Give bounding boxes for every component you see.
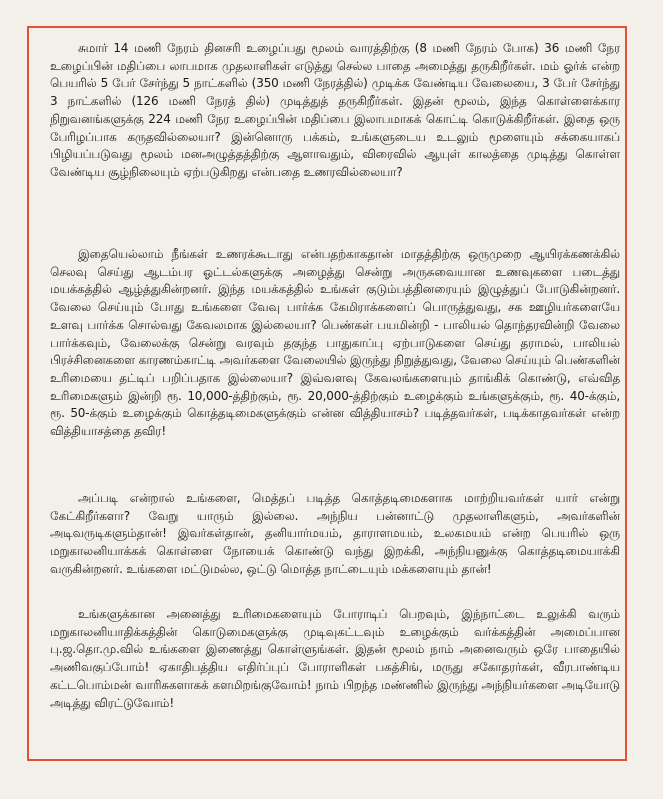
paragraph-3: அப்படி என்றால் உங்களை, மெத்தப் படித்த கொத்தடிமைகளாக மாற்றியவர்கள் யார் என்று கேட்கிறீர்களா? வேறு யாரும் இல்லை. அந்நிய பன்னாட்டு முதலாளிகளும், அவர்களின் அடிவருடிகளும்தான்! இவர்கள்தான், தனியார்மயம், தாராளமயம், உலகமயம் என்ற பெயரில் ஒரு மறுகாலனியாக்கக் கொள்ளை நோயைக் கொண்டு வந்து இறக்கி, அந்நியனுக்கு கொத்தடிமையாக்கி வருகின்றனர். உங்களை மட்டுமல்ல, ஒட்டு மொத்த நாட்டையும் மக்களையும் தான்!	[50, 491, 620, 576]
paragraph-2: இதையெல்லாம் நீங்கள் உணரக்கூடாது என்பதற்காகதான் மாதத்திற்கு ஒருமுறை ஆயிரக்கணக்கில் செலவு செய்து ஆடம்பர ஓட்டல்களுக்கு அழைத்து சென்று அருசுவையான உணவுகளை படைத்து மயக்கத்தில் ஆழ்த்துகின்றனர். இந்த மயக்கத்தில் உங்கள் குடும்பத்தினரையும் இழுத்துப் போடுகின்றனர். வேலை செய்யும் போது உங்களை வேவு பார்க்க கேமிராக்களைப் பொருத்துவது, சக ஊழியர்களையே உளவு பார்க்க சொல்வது கேவலமாக இல்லையா? பெண்கள் பயமின்றி - பாலியல் தொந்தரவின்றி வேலை பார்க்கவும், வேலைக்கு சென்று வரவும் தகுந்த பாதுகாப்பு ஏற்பாடுகளை செய்து தராமல், பாலியல் பிரச்சினைகளை காரணம்காட்டி அவர்களை வேலையில் இருந்து நிறுத்துவது, வேலை செய்யும் பெண்களின் உரிமையை தட்டிப் பறிப்பதாக இல்லையா? இவ்வளவு கேவலங்களையும் தாங்கிக் கொண்டு, எவ்வித உரிமைகளும் இன்றி ரூ. 10,000-த்திற்கும், ரூ. 20,000-த்திற்கும் உழைக்கும் உங்களுக்கும், ரூ. 40-க்கும், ரூ. 50-க்கும் உழைக்கும் கொத்தடிமைகளுக்கும் என்ன வித்தியாசம்? படித்தவர்கள், படிக்காதவர்கள் என்ற வித்தியாசத்தை தவிர!	[50, 247, 620, 439]
paragraph-1: சுமார் 14 மணி நேரம் தினசரி உழைப்பது மூலம் வாரத்திற்கு (8 மணி நேரம் போக) 36 மணி நேர உழைப்பின் மதிப்பை லாபமாக முதலாளிகள் எடுத்து செல்ல பாதை அமைத்து தருகிறீர்கள். மம் ஓர்க் என்ற பெயரில் 5 பேர் சேர்ந்து 5 நாட்களில் (350 மணி நேரத்தில்) முடிக்க வேண்டிய வேலையை, 3 பேர் சேர்ந்து 3 நாட்களில் (126 மணி நேரத் தில்) முடித்துத் தருகிறீர்கள். இதன் மூலம், இந்த கொள்ளைக்கார நிறுவனங்களுக்கு 224 மணி நேர உழைப்பின் மதிப்பை இலாபமாகக் கொட்டி கொடுக்கிறீர்கள். இதை ஒரு பேரிழப்பாக கருதவில்லையா? இன்னொரு பக்கம், உங்களுடைய உடலும் மூளையும் சக்கையாகப் பிழியப்படுவது மூலம் மனஅழுத்தத்திற்கு ஆளாவதும், விரைவில் ஆயுள் காலத்தை முடித்து கொள்ள வேண்டிய சூழ்நிலையும் ஏற்படுகிறது என்பதை உணரவில்லையா?	[50, 41, 620, 179]
paragraph-4: உங்களுக்கான அனைத்து உரிமைகளையும் போராடிப் பெறவும், இந்நாட்டை உலுக்கி வரும் மறுகாலனியாதிக்கத்தின் கொடுமைகளுக்கு முடிவுகட்டவும் உழைக்கும் வர்க்கத்தின் அமைப்பான பு.ஜ.தொ.மு.வில் உங்களை இணைத்து கொள்ளுங்கள். இதன் மூலம் நாம் அனைவரும் ஒரே பாதையில் அணிவகுப்போம்! ஏகாதிபத்திய எதிர்ப்புப் போராளிகள் பகத்சிங், மருது சகோதரர்கள், வீரபாண்டிய கட்டபொம்மன் வாரிசுகளாகக் களமிறங்குவோம்! நாம் பிறந்த மண்ணில் இருந்து அந்நியர்களை அடியோடு அடித்து விரட்டுவோம்!	[50, 607, 620, 710]
